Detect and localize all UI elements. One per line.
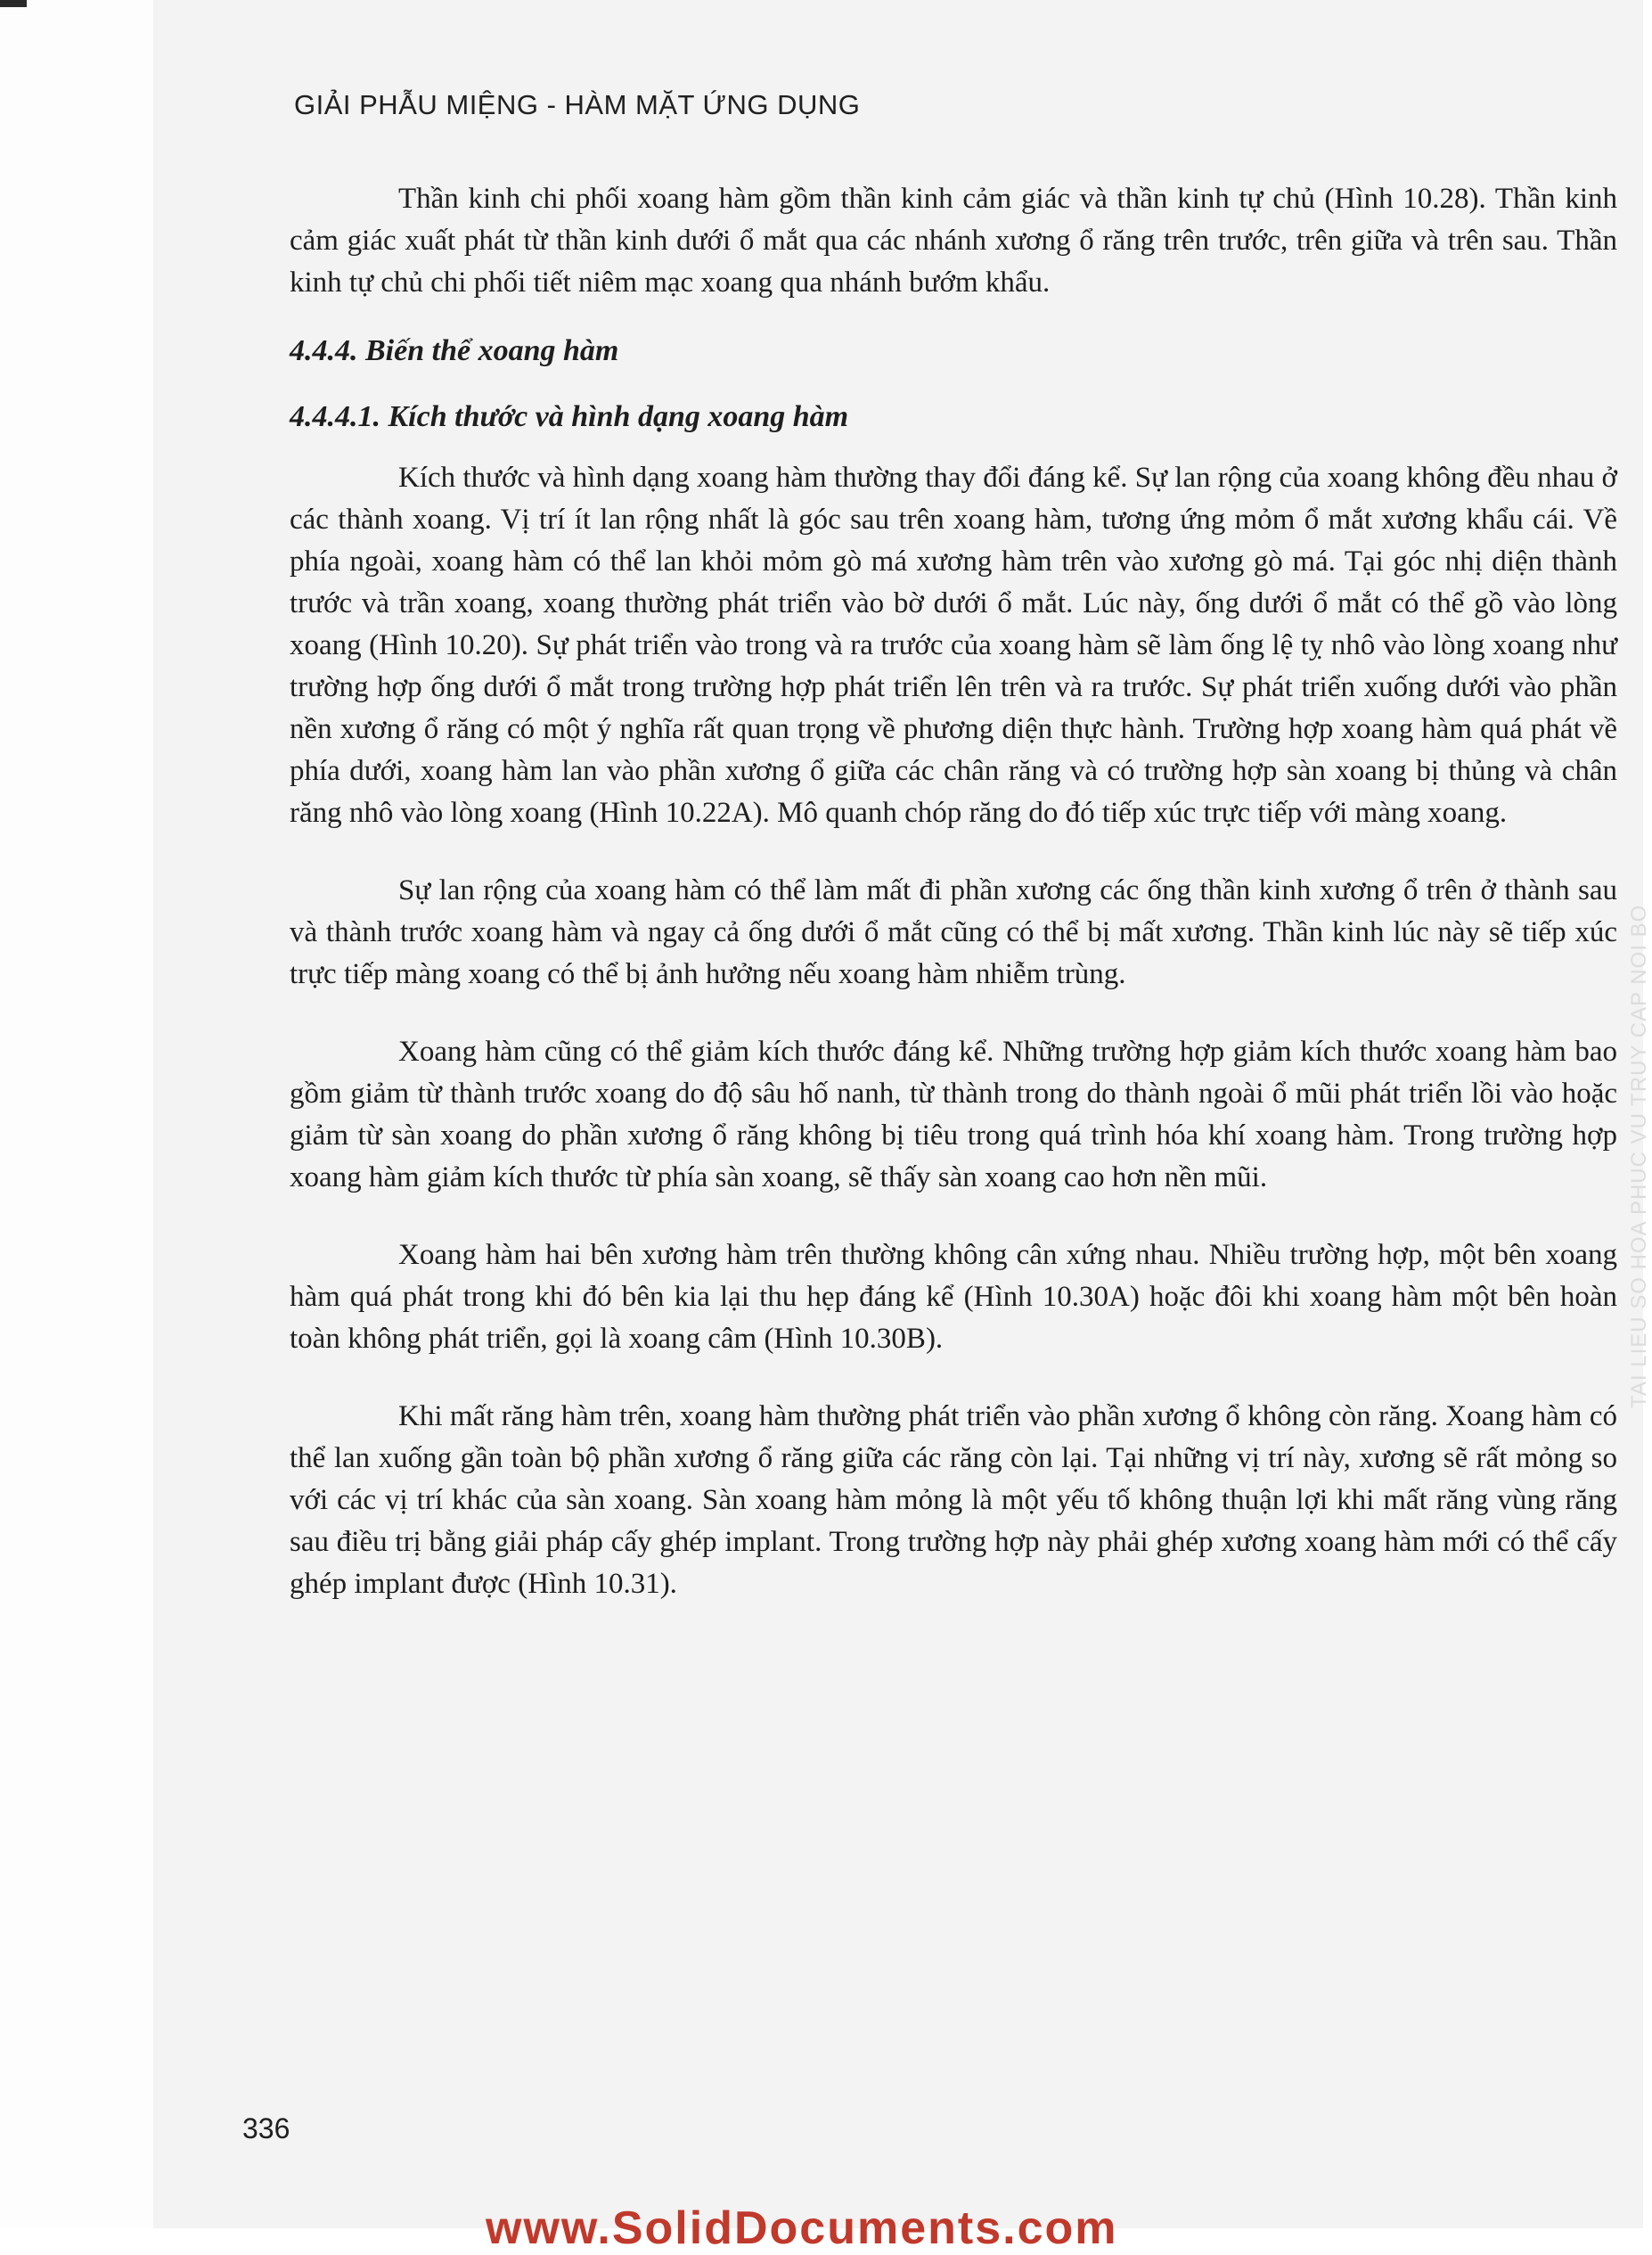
paragraph-asymmetry: Xoang hàm hai bên xương hàm trên thường không cân xứng nhau. Nhiều trường hợp, một bên xoang hàm quá phát trong khi đó bên kia lại thu hẹp đáng kể (Hình 10.30A) hoặc đôi khi xoang hàm một bên hoàn toàn không phát triển, gọi là xoang câm (Hình 10.30B).	[290, 1239, 1617, 1355]
library-watermark: TAI LIEU SO HOA PHUC VU TRUY CAP NOI BO	[1627, 904, 1651, 1408]
paragraph-size-shape: Kích thước và hình dạng xoang hàm thường thay đổi đáng kể. Sự lan rộng của xoang không đều nhau ở các thành xoang. Vị trí ít lan rộng nhất là góc sau trên xoang hàm, tương ứng mỏm ổ mắt xương khẩu cái. Về phía ngoài, xoang hàm có thể lan khỏi mỏm gò má xương hàm trên vào xương gò má. Tại góc nhị diện thành trước và trần xoang, xoang thường phát triển vào bờ dưới ổ mắt. Lúc này, ống dưới ổ mắt có thể gồ vào lòng xoang (Hình 10.20). Sự phát triển vào trong và ra trước của xoang hàm sẽ làm ống lệ tỵ nhô vào lòng xoang như trường hợp ống dưới ổ mắt trong trường hợp phát triển lên trên và ra trước. Sự phát triển xuống dưới vào phần nền xương ổ răng có một ý nghĩa rất quan trọng về phương diện thực hành. Trường hợp xoang hàm quá phát về phía dưới, xoang hàm lan vào phần xương ổ giữa các chân răng và có trường hợp sàn xoang bị thủng và chân răng nhô vào lòng xoang (Hình 10.22A). Mô quanh chóp răng do đó tiếp xúc trực tiếp với màng xoang.	[290, 462, 1617, 829]
page-body	[290, 178, 1617, 1605]
scan-corner-mark	[0, 0, 27, 7]
intro-paragraph: Thần kinh chi phối xoang hàm gồm thần kinh cảm giác và thần kinh tự chủ (Hình 10.28). Thần kinh cảm giác xuất phát từ thần kinh dưới ổ mắt qua các nhánh xương ổ răng trên trước, trên giữa và trên sau. Thần kinh tự chủ chi phối tiết niêm mạc xoang qua nhánh bướm khẩu.	[290, 183, 1617, 299]
page-number: 336	[242, 2112, 290, 2144]
paragraph-nerve-canals: Sự lan rộng của xoang hàm có thể làm mất đi phần xương các ống thần kinh xương ổ trên ở thành sau và thành trước xoang hàm và ngay cả ống dưới ổ mắt cũng có thể bị mất xương. Thần kinh lúc này sẽ tiếp xúc trực tiếp màng xoang có thể bị ảnh hưởng nếu xoang hàm nhiễm trùng.	[290, 874, 1617, 990]
paragraph-size-reduction: Xoang hàm cũng có thể giảm kích thước đáng kể. Những trường hợp giảm kích thước xoang hàm bao gồm giảm từ thành trước xoang do độ sâu hố nanh, từ thành trong do thành ngoài ổ mũi phát triển lồi vào hoặc giảm từ sàn xoang do phần xương ổ răng không bị tiêu trong quá trình hóa khí xoang hàm. Trong trường hợp xoang hàm giảm kích thước từ phía sàn xoang, sẽ thấy sàn xoang cao hơn nền mũi.	[290, 1036, 1617, 1193]
paragraph-tooth-loss: Khi mất răng hàm trên, xoang hàm thường phát triển vào phần xương ổ không còn răng. Xoang hàm có thể lan xuống gần toàn bộ phần xương ổ răng giữa các răng còn lại. Tại những vị trí này, xương sẽ rất mỏng so với các vị trí khác của sàn xoang. Sàn xoang hàm mỏng là một yếu tố không thuận lợi khi mất răng vùng răng sau điều trị bằng giải pháp cấy ghép implant. Trong trường hợp này phải ghép xương xoang hàm mới có thể cấy ghép implant được (Hình 10.31).	[290, 1400, 1617, 1600]
site-url-footer: www.SolidDocuments.com	[486, 2202, 1118, 2254]
section-heading: 4.4.4. Biến thể xoang hàm	[290, 334, 619, 367]
running-header: GIẢI PHẪU MIỆNG - HÀM MẶT ỨNG DỤNG	[294, 89, 861, 120]
scan-left-margin	[0, 0, 153, 2228]
subsection-heading: 4.4.4.1. Kích thước và hình dạng xoang hàm	[290, 400, 849, 433]
